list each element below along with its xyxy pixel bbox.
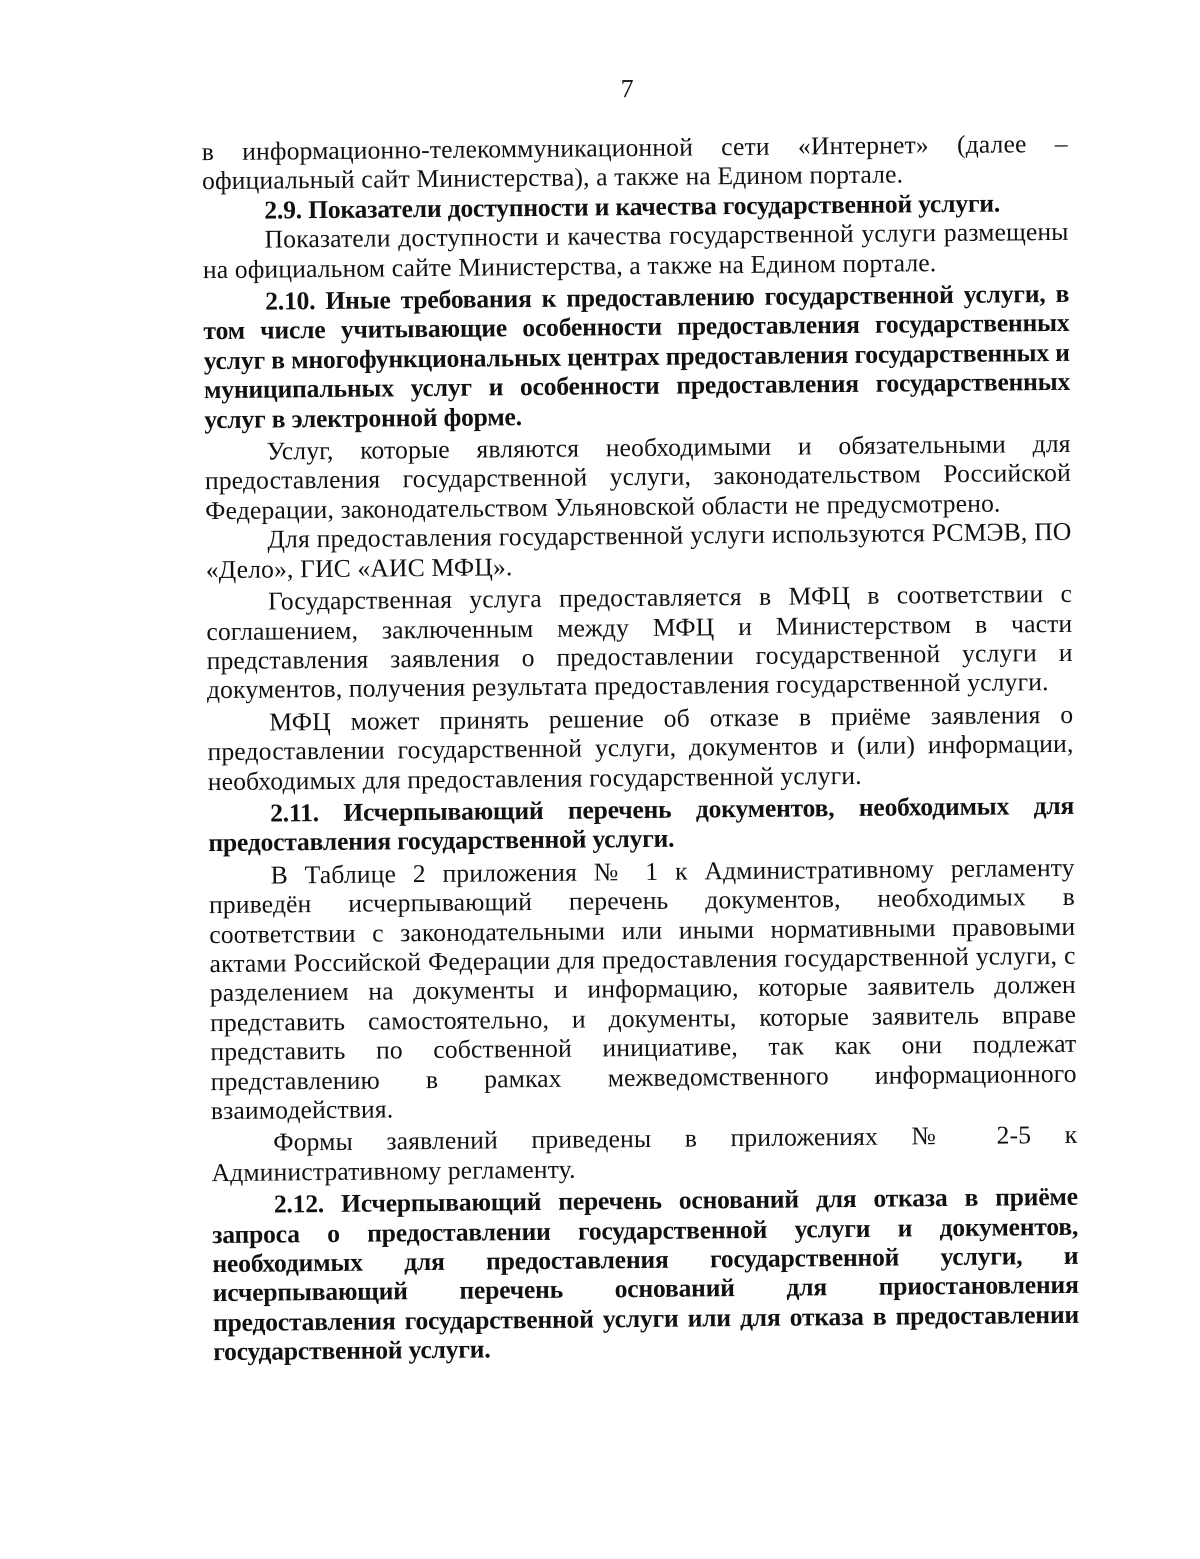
document-body xyxy=(202,129,1080,1367)
section-heading-2-11: 2.11. Исчерпывающий перечень документов, необходимых для предоставления государственной услуги. xyxy=(208,790,1075,858)
page-number: 7 xyxy=(620,74,634,104)
section-heading-2-9: 2.9. Показатели доступности и качества государственной услуги. xyxy=(264,188,1001,225)
paragraph-mfc-refusal: МФЦ может принять решение об отказе в приёме заявления о предоставлении государственной услуги, документов и (или) информации, необходимых для предоставления государственной услуги. xyxy=(207,699,1074,796)
paragraph-accessibility-indicators: Показатели доступности и качества государственной услуги размещены на официальном сайте Министерства, а также на Едином портале. xyxy=(202,217,1069,284)
paragraph-systems-used: Для предоставления государственной услуги используются РСМЭВ, ПО «Дело», ГИС «АИС МФЦ». xyxy=(205,517,1072,584)
paragraph-mfc-agreement: Государственная услуга предоставляется в МФЦ в соответствии с соглашением, заключенным между МФЦ и Министерством в части представления заявления о предоставлении государственной услуги и документов, получения результата предоставления государственной услуги. xyxy=(206,578,1073,705)
section-heading-2-10: 2.10. Иные требования к предоставлению государственной услуги, в том числе учитывающие особенности предоставления государственных услуг в многофункциональных центрах предоставления государственных и муниципальных услуг и особенности предоставления государственных услуг в электронной форме. xyxy=(203,278,1071,434)
paragraph-continuation: в информационно-телекоммуникационной сети «Интернет» (далее – официальный сайт Министерства), а также на Едином портале. xyxy=(201,128,1068,196)
paragraph-documents-list: В Таблице 2 приложения № 1 к Административному регламенту приведён исчерпывающий перечень документов, необходимых в соответствии с законодательными или иными нормативными правовыми актами Российской Федерации для предоставления государственной услуги, с разделением на документы и информацию, которые заявитель должен представить самостоятельно, и документы, которые заявитель вправе представить по собственной инициативе, так как они подлежат представлению в рамках межведомственного информационного взаимодействия. xyxy=(208,852,1077,1126)
section-heading-2-12: 2.12. Исчерпывающий перечень оснований для отказа в приёме запроса о предоставлении государственной услуги и документов, необходимых для предоставления государственной услуги, и исчерпывающий перечень оснований для приостановления предоставления государственной услуги или для отказа в предоставлении государственной услуги. xyxy=(212,1182,1080,1367)
paragraph-required-services: Услуг, которые являются необходимыми и обязательными для предоставления государственной услуги, законодательством Российской Федерации, законодательством Ульяновской области не предусмотрено. xyxy=(204,428,1072,526)
paragraph-application-forms: Формы заявлений приведены в приложениях № 2-5 к Административному регламенту. xyxy=(211,1120,1078,1187)
